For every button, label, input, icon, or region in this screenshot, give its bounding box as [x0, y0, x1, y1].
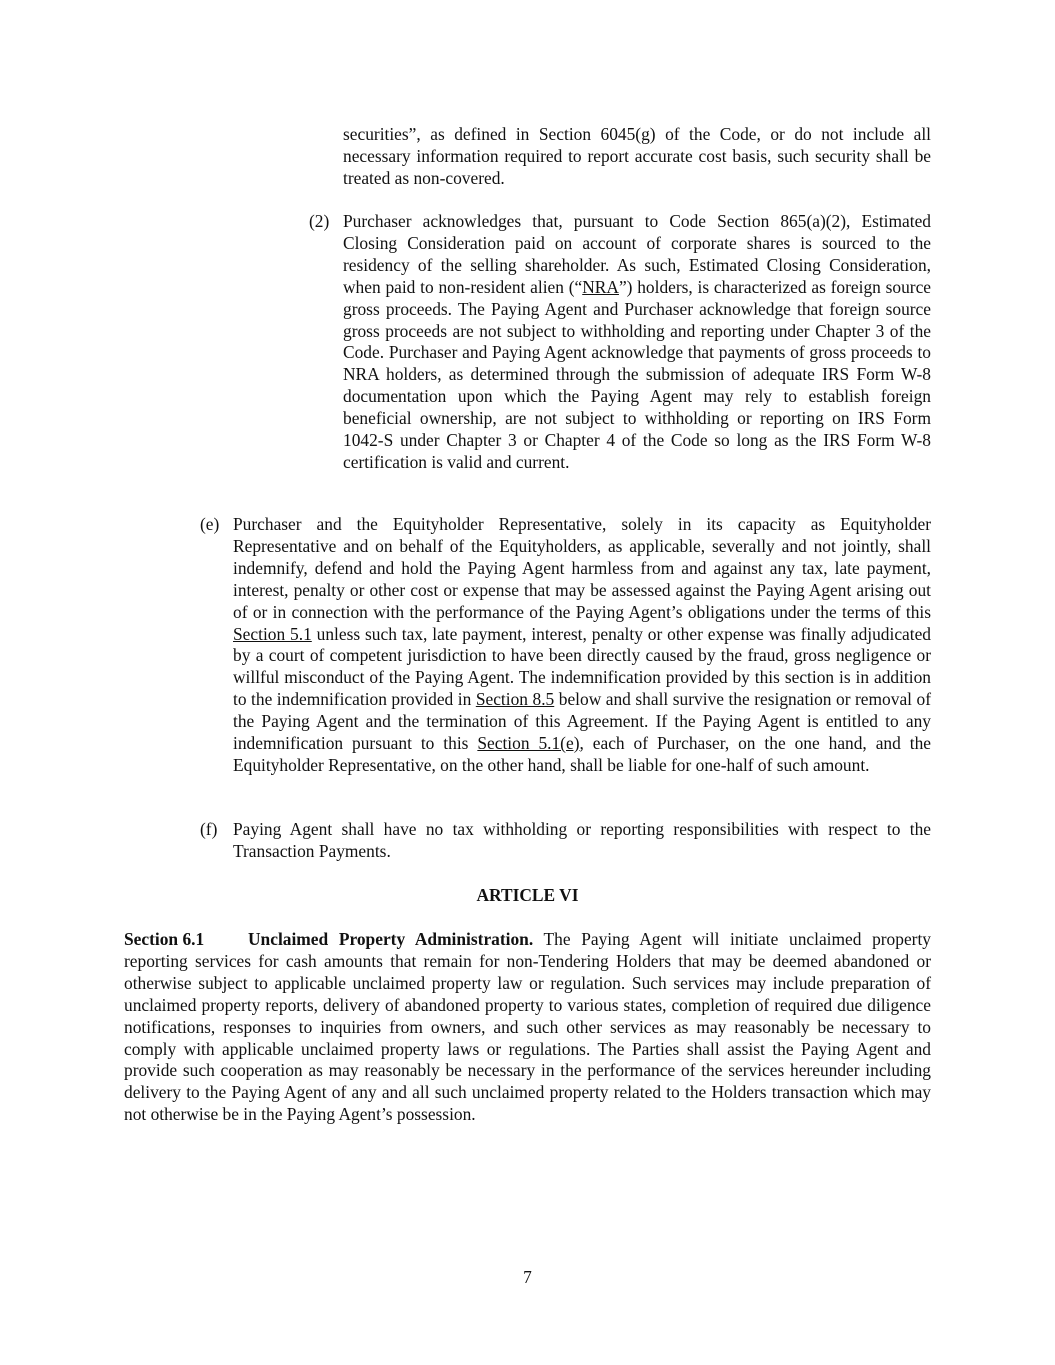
- list-item-2-text-a: Purchaser acknowledges that, pursuant to Code Section 865(a)(2), Estimated Closing Consideration paid on account of corporate shares is sourced to the residency of the selling shareholder. As such, Estimated Closing Consideration, when paid to non-resident alien (“: [343, 211, 931, 297]
- article-heading: ARTICLE VI: [476, 885, 579, 905]
- list-item-e-text: [233, 514, 931, 777]
- section-5-1-e-reference: Section 5.1(e): [477, 733, 580, 754]
- list-item-2-text-b: ”) holders, is characterized as foreign source gross proceeds. The Paying Agent and Purchaser acknowledge that foreign source gross proceeds are not subject to withholding and reporting under Chapter 3 of the Code. Purchaser and Paying Agent acknowledge that payments of gross proceeds to NRA holders, as determined through the submission of adequate IRS Form W-8 documentation upon which the Paying Agent may rely to establish foreign beneficial ownership, are not subject to withholding or reporting on IRS Form 1042-S under Chapter 3 or Chapter 4 of the Code so long as the IRS Form W-8 certification is valid and current.: [343, 276, 932, 472]
- list-item-2: [309, 211, 931, 474]
- list-item-f-label: (f): [200, 819, 218, 839]
- section-6-1-text: The Paying Agent will initiate unclaimed property reporting services for cash amounts that remain for non-Tendering Holders that may be deemed abandoned or otherwise subject to applicable unclaimed property law or regulation. Such services may include preparation of unclaimed property reports, delivery of abandoned property to various states, completion of required due diligence notifications, responses to inquiries from owners, and such other services as may reasonably be necessary to comply with applicable unclaimed property laws or regulations. The Parties shall assist the Paying Agent and provide such cooperation as may reasonably be necessary in the performance of the services hereunder including delivery to the Paying Agent of any and all such unclaimed property related to the Holders transaction which may not otherwise be in the Paying Agent’s possession.: [124, 929, 931, 1125]
- continuation-paragraph: securities”, as defined in Section 6045(g) of the Code, or do not include all necessary information required to report accurate cost basis, such security shall be treated as non-covered.: [343, 124, 931, 188]
- section-6-1-paragraph: [124, 929, 931, 1126]
- section-6-1-number: Section 6.1: [124, 929, 205, 949]
- list-item-e-text-c: below and shall survive the resignation or removal of the Paying Agent and the termination of this Agreement. If the Paying Agent is entitled to any indemnification pursuant to this: [233, 689, 932, 754]
- page-number: 7: [523, 1267, 532, 1287]
- list-item-2-label: (2): [309, 211, 330, 231]
- list-item-e-label: (e): [200, 514, 220, 534]
- list-item-e-text-b: unless such tax, late payment, interest, penalty or other expense was finally adjudicated by a court of competent jurisdiction to have been directly caused by the fraud, gross negligence or willful misconduct of the Paying Agent. The indemnification provided by this section is in addition to the indemnification provided in: [233, 623, 931, 710]
- nra-defined-term: NRA: [582, 276, 619, 297]
- list-item-e-text-d: , each of Purchaser, on the one hand, and the Equityholder Representative, on the other hand, shall be liable for one-half of such amount.: [233, 733, 931, 775]
- list-item-f: [200, 819, 931, 863]
- section-8-5-reference: Section 8.5: [475, 689, 555, 710]
- list-item-e: [200, 514, 931, 777]
- section-5-1-reference: Section 5.1: [233, 623, 312, 644]
- list-item-f-text: Paying Agent shall have no tax withholding or reporting responsibilities with respect to the Transaction Payments.: [233, 819, 931, 861]
- list-item-2-text: [343, 211, 931, 474]
- list-item-e-text-a: Purchaser and the Equityholder Representative, solely in its capacity as Equityholder Representative and on behalf of the Equityholders, as applicable, severally and not jointly, shall indemnify, defend and hold the Paying Agent harmless from and against any tax, late payment, interest, penalty or other cost or expense that may be assessed against the Paying Agent arising out of or in connection with the performance of the Paying Agent’s obligations under the terms of this: [233, 514, 931, 622]
- section-6-1-title: Unclaimed Property Administration.: [248, 929, 534, 949]
